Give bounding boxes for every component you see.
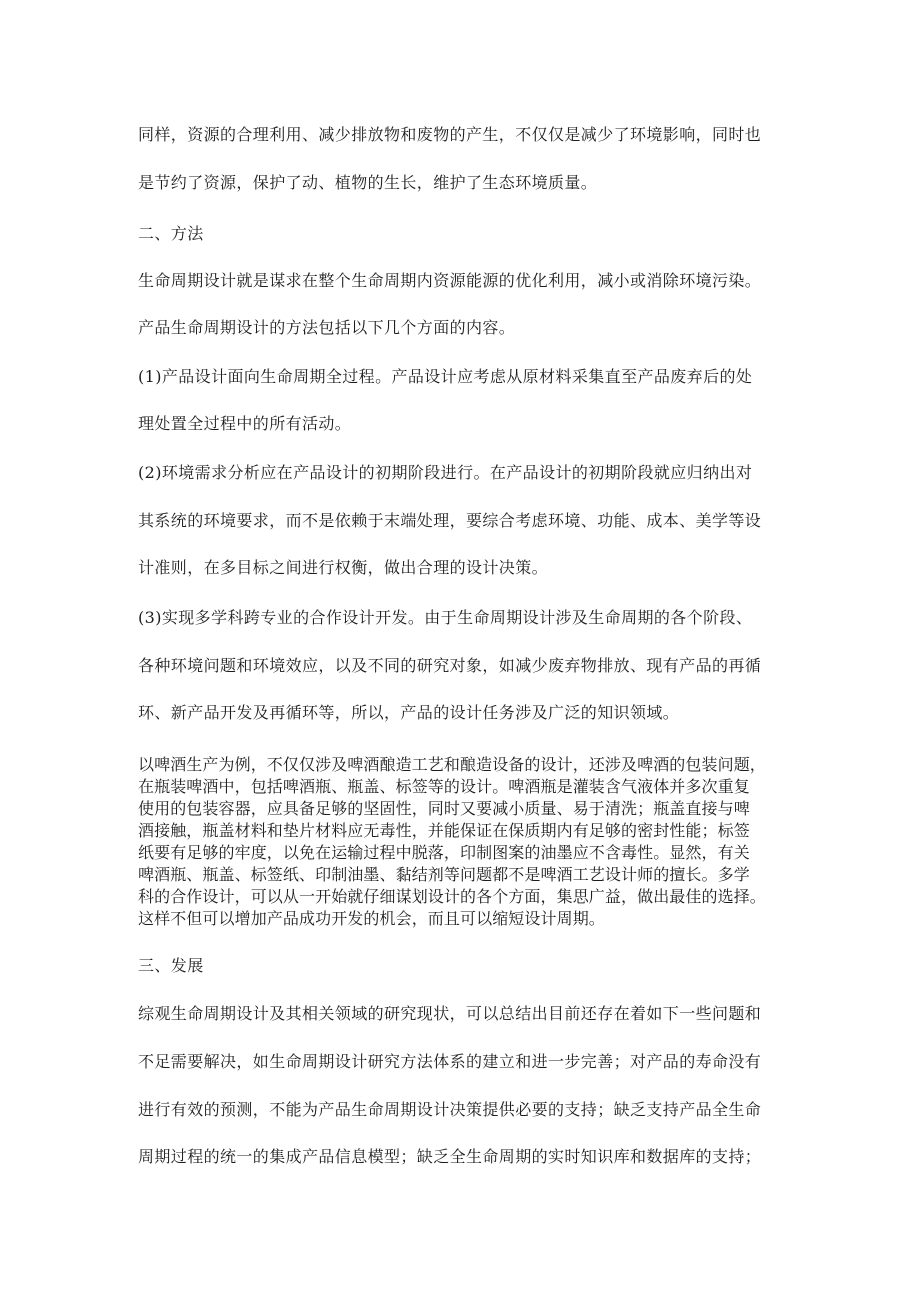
method-item-3-line-1: (3)实现多学科跨专业的合作设计开发。由于生命周期设计涉及生命周期的各个阶段、	[138, 608, 753, 627]
example-line-1: 以啤酒生产为例，不仅仅涉及啤酒酿造工艺和酿造设备的设计，还涉及啤酒的包装问题，	[138, 755, 766, 774]
development-line-1: 综观生命周期设计及其相关领域的研究现状，可以总结出目前还存在着如下一些问题和	[138, 1004, 762, 1023]
beer-example-paragraph	[138, 754, 788, 930]
intro-line-1: 同样，资源的合理利用、减少排放物和废物的产生，不仅仅是减少了环境影响，同时也	[138, 125, 762, 144]
method-item-2-line-3: 计准则，在多目标之间进行权衡，做出合理的设计决策。	[138, 558, 549, 577]
development-line-2: 不足需要解决，如生命周期设计研究方法体系的建立和进一步完善；对产品的寿命没有	[138, 1052, 762, 1071]
development-line-3: 进行有效的预测，不能为产品生命周期设计决策提供必要的支持；缺乏支持产品全生命	[138, 1100, 762, 1119]
method-item-1-line-2: 理处置全过程中的所有活动。	[138, 414, 352, 433]
section-heading-development: 三、发展	[138, 956, 204, 975]
methods-paragraph-1: 生命周期设计就是谋求在整个生命周期内资源能源的优化利用，减小或消除环境污染。	[138, 271, 762, 290]
methods-paragraph-2: 产品生命周期设计的方法包括以下几个方面的内容。	[138, 318, 516, 337]
example-line-7: 科的合作设计，可以从一开始就仔细谋划设计的各个方面，集思广益，做出最佳的选择。	[138, 887, 766, 906]
example-line-8: 这样不但可以增加产品成功开发的机会，而且可以缩短设计周期。	[138, 909, 605, 928]
example-line-2: 在瓶装啤酒中，包括啤酒瓶、瓶盖、标签等的设计。啤酒瓶是灌装含气液体并多次重复	[138, 777, 750, 796]
example-line-4: 酒接触，瓶盖材料和垫片材料应无毒性，并能保证在保质期内有足够的密封性能；标签	[138, 821, 750, 840]
example-line-3: 使用的包装容器，应具备足够的坚固性，同时又要减小质量、易于清洗；瓶盖直接与啤	[138, 799, 750, 818]
example-line-6: 啤酒瓶、瓶盖、标签纸、印制油墨、黏结剂等问题都不是啤酒工艺设计师的擅长。多学	[138, 865, 750, 884]
method-item-3-line-3: 环、新产品开发及再循环等，所以，产品的设计任务涉及广泛的知识领域。	[138, 703, 680, 722]
example-line-5: 纸要有足够的牢度，以免在运输过程中脱落，印制图案的油墨应不含毒性。显然，有关	[138, 843, 750, 862]
method-item-3-line-2: 各种环境问题和环境效应，以及不同的研究对象，如减少废弃物排放、现有产品的再循	[138, 656, 762, 675]
method-item-2-line-1: (2)环境需求分析应在产品设计的初期阶段进行。在产品设计的初期阶段就应归纳出对	[138, 463, 753, 482]
method-item-2-line-2: 其系统的环境要求，而不是依赖于末端处理，要综合考虑环境、功能、成本、美学等设	[138, 511, 762, 530]
development-line-4: 周期过程的统一的集成产品信息模型；缺乏全生命周期的实时知识库和数据库的支持；	[138, 1147, 762, 1166]
section-heading-methods: 二、方法	[138, 224, 204, 243]
intro-line-2: 是节约了资源，保护了动、植物的生长，维护了生态环境质量。	[138, 173, 598, 192]
method-item-1-line-1: (1)产品设计面向生命周期全过程。产品设计应考虑从原材料采集直至产品废弃后的处	[138, 367, 753, 386]
